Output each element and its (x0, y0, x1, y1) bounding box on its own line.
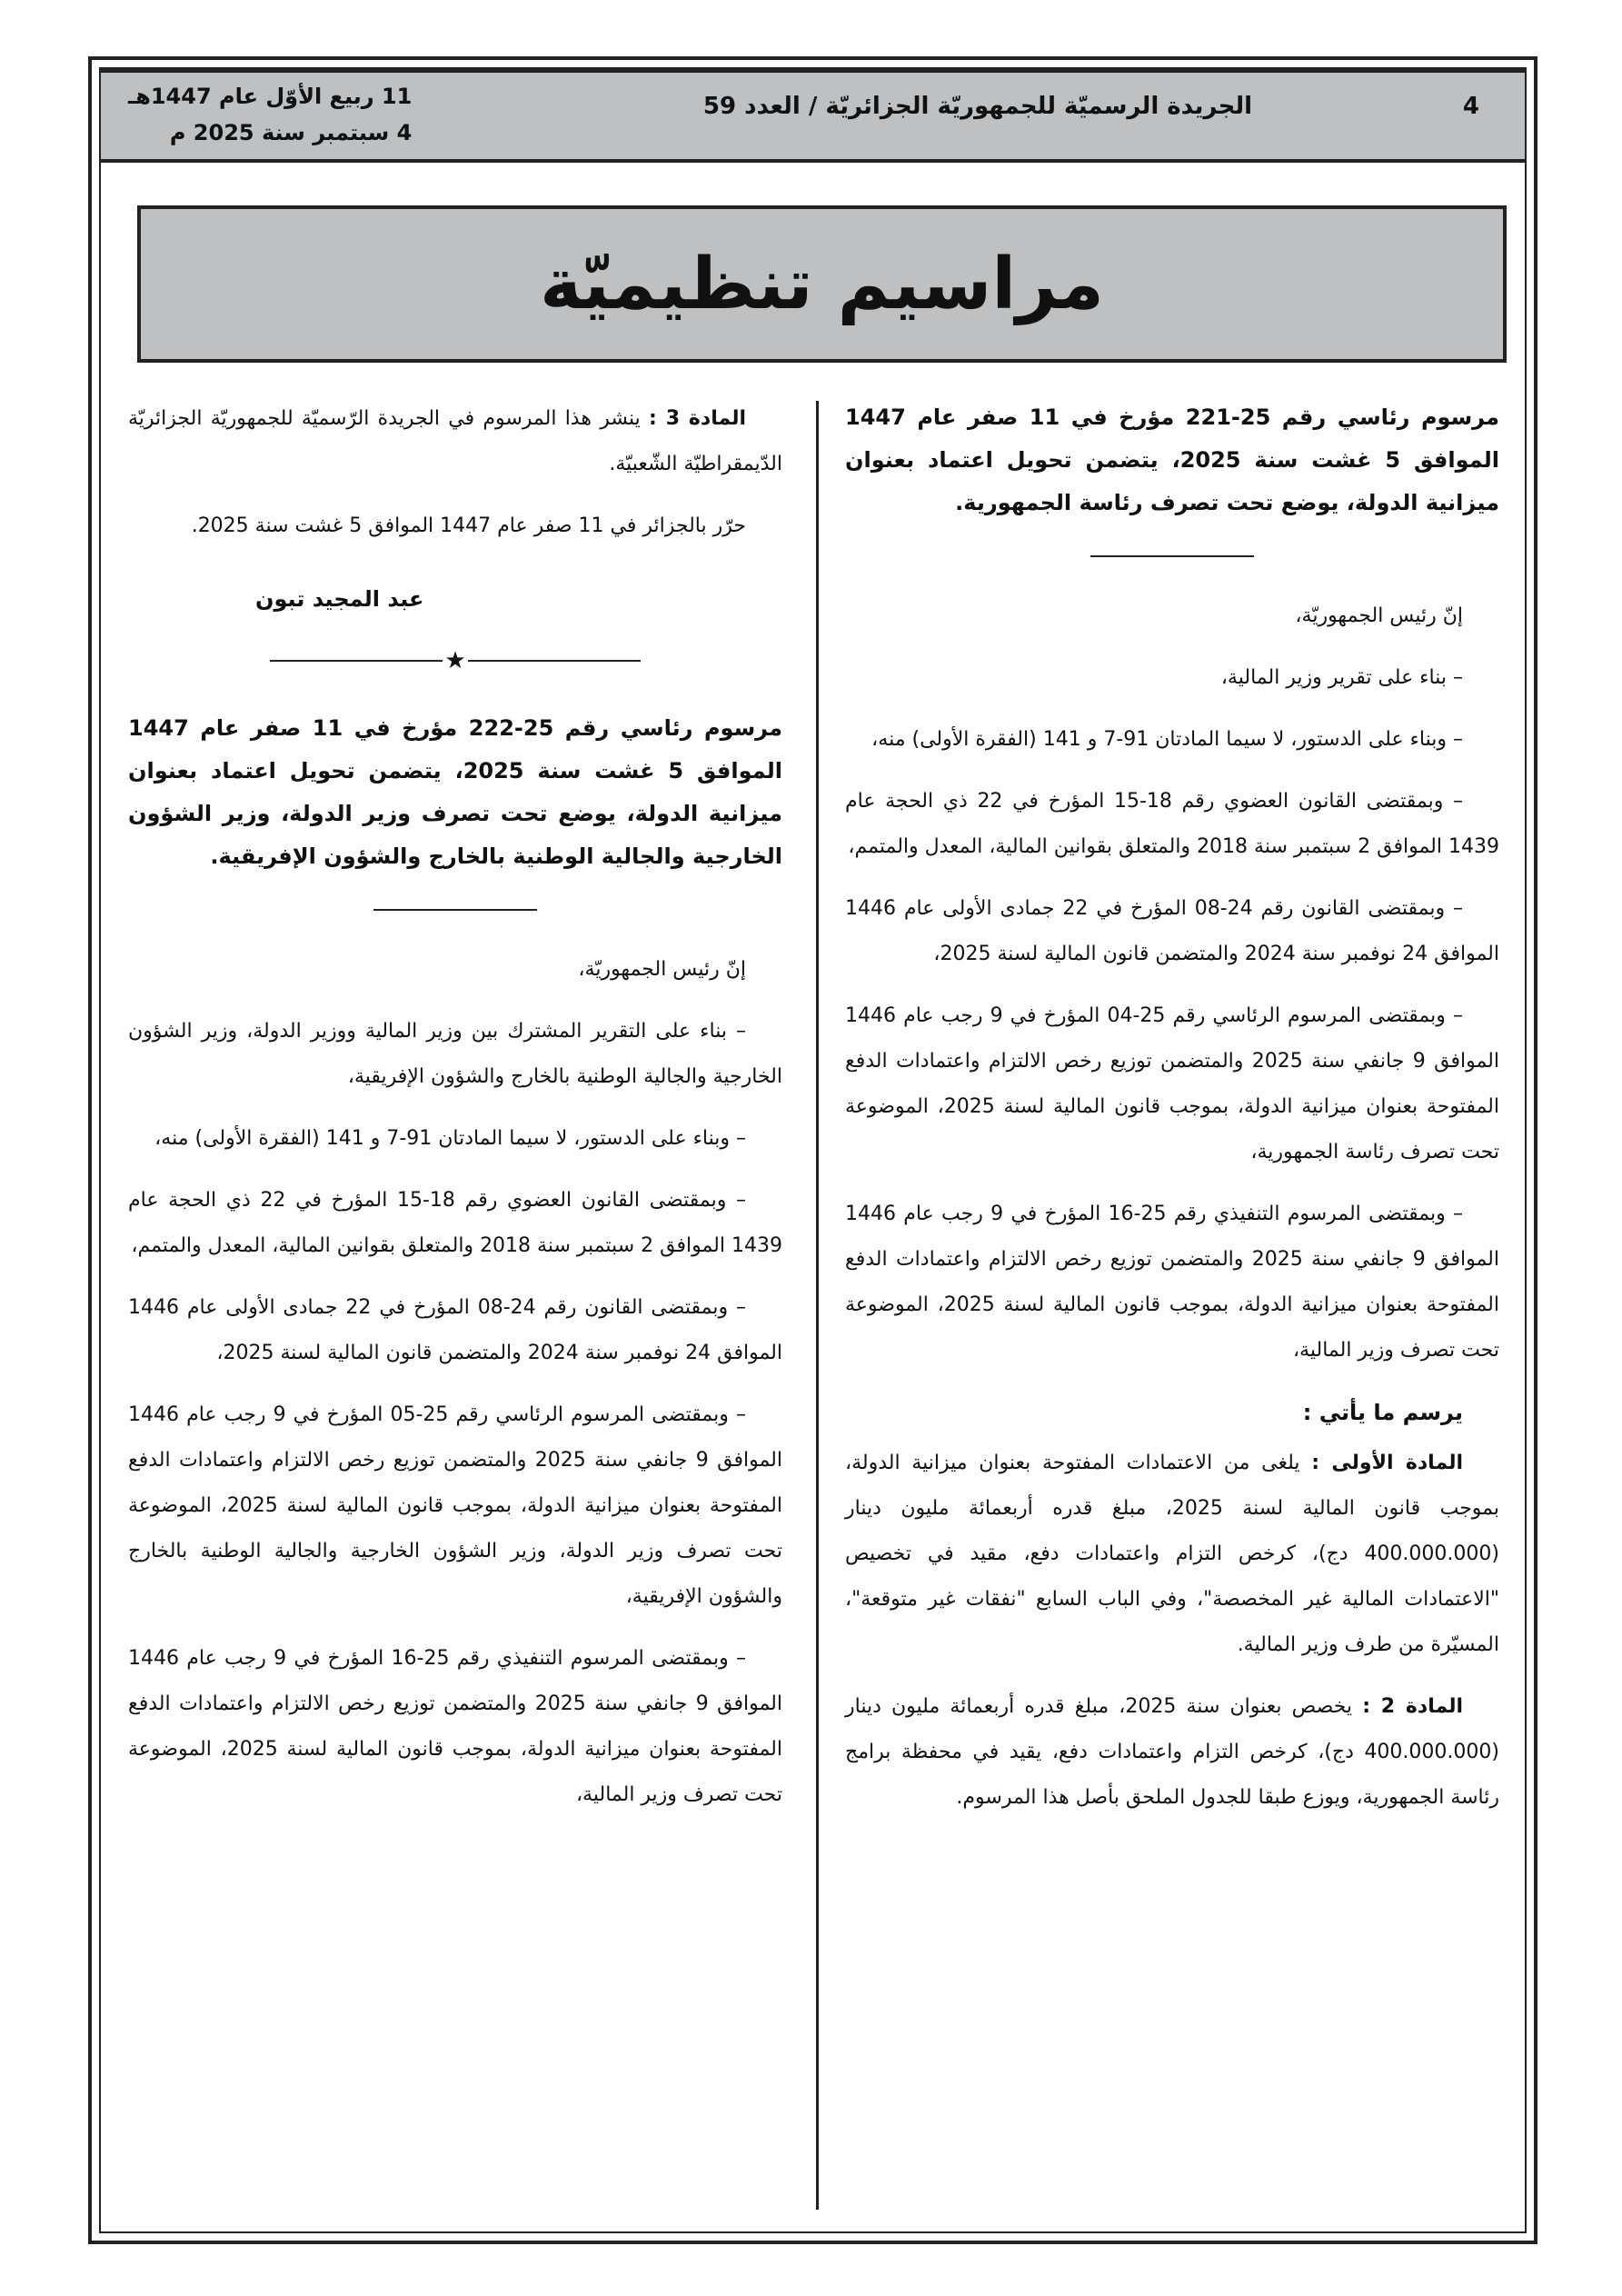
section-title: مراسيم تنظيميّة (540, 243, 1104, 325)
page-inner-frame (99, 67, 1527, 2233)
star-separator (128, 649, 782, 673)
decree2-preamble-intro: إنّ رئيس الجمهوريّة، (578, 958, 746, 981)
left-column (128, 396, 782, 1834)
decree1-article-3 (128, 396, 782, 487)
separator-rule (373, 909, 537, 911)
article-label: المادة الأولى : (1311, 1452, 1463, 1474)
decree2-preamble-item: – وبمقتضى المرسوم التنفيذي رقم 25-16 المؤرخ في 9 رجب عام 1446 الموافق 9 جانفي سنة 2025 والمتضمن توزيع رخص الالتزام واعتمادات الدفع المفتوحة بعنوان ميزانية الدولة، بموجب قانون المالية لسنة 2025، الموضوعة تحت تصرف وزير المالية، (128, 1647, 782, 1806)
page-frame (88, 56, 1537, 2244)
date-gregorian: 4 سبتمبر سنة 2025 م (169, 120, 413, 145)
article-text: يلغى من الاعتمادات المفتوحة بعنوان ميزانية الدولة، بموجب قانون المالية لسنة 2025، مبلغ قدره أربعمائة مليون دينار (400.000.000 دج)، كرخص التزام واعتمادات دفع، مقيد في تخصيص "الاعتمادات المالية غير المخصصة"، وفي الباب السابع "نفقات غير متوقعة"، المسيّرة من طرف وزير المالية. (845, 1452, 1499, 1656)
section-title-box (137, 205, 1507, 363)
decree2-heading: مرسوم رئاسي رقم 25-222 مؤرخ في 11 صفر عام 1447 الموافق 5 غشت سنة 2025، يتضمن تحويل اعتماد بعنوان ميزانية الدولة، يوضع تحت تصرف وزير الدولة، وزير الشؤون الخارجية والجالية الوطنية بالخارج والشؤون الإفريقية. (128, 715, 782, 869)
decree2-preamble-item: – وبمقتضى القانون رقم 24-08 المؤرخ في 22 جمادى الأولى عام 1446 الموافق 24 نوفمبر سنة 2024 والمتضمن قانون المالية لسنة 2025، (128, 1296, 782, 1364)
decree1-preamble-item: – وبمقتضى القانون العضوي رقم 18-15 المؤرخ في 22 ذي الحجة عام 1439 الموافق 2 سبتمبر سنة 2018 والمتعلق بقوانين المالية، المعدل والمتمم، (845, 790, 1499, 858)
decree2-preamble-item: – بناء على التقرير المشترك بين وزير المالية ووزير الدولة، وزير الشؤون الخارجية والجالية الوطنية بالخارج والشؤون الإفريقية، (128, 1020, 782, 1088)
star-icon: ★ (444, 647, 466, 674)
page-number: 4 (1462, 93, 1479, 120)
decree1-preamble-item: – وبمقتضى القانون رقم 24-08 المؤرخ في 22 جمادى الأولى عام 1446 الموافق 24 نوفمبر سنة 2024 والمتضمن قانون المالية لسنة 2025، (845, 897, 1499, 965)
decree1-resolves: يرسم ما يأتي : (1302, 1400, 1463, 1425)
decree1-heading: مرسوم رئاسي رقم 25-221 مؤرخ في 11 صفر عام 1447 الموافق 5 غشت سنة 2025، يتضمن تحويل اعتماد بعنوان ميزانية الدولة، يوضع تحت تصرف رئاسة الجمهورية. (845, 404, 1499, 515)
gazette-header (101, 69, 1525, 163)
right-column (845, 396, 1499, 1837)
column-divider (816, 401, 819, 2210)
decree1-article-1 (845, 1441, 1499, 1668)
separator-rule (1090, 555, 1254, 557)
decree1-signature: عبد المجيد تبون (255, 586, 424, 612)
decree2-preamble-item: – وبمقتضى القانون العضوي رقم 18-15 المؤرخ في 22 ذي الحجة عام 1439 الموافق 2 سبتمبر سنة 2018 والمتعلق بقوانين المالية، المعدل والمتمم، (128, 1189, 782, 1257)
separator-line (468, 660, 641, 662)
article-text: ينشر هذا المرسوم في الجريدة الرّسميّة للجمهوريّة الجزائريّة الدّيمقراطيّة الشّعبيّة. (128, 407, 782, 475)
article-label: المادة 2 : (1362, 1695, 1464, 1718)
decree2-preamble-item: – وبناء على الدستور، لا سيما المادتان 91-7 و 141 (الفقرة الأولى) منه، (154, 1127, 746, 1150)
decree1-done-at: حرّر بالجزائر في 11 صفر عام 1447 الموافق 5 غشت سنة 2025. (191, 514, 746, 537)
decree2-preamble-item: – وبمقتضى المرسوم الرئاسي رقم 25-05 المؤرخ في 9 رجب عام 1446 الموافق 9 جانفي سنة 2025 والمتضمن توزيع رخص الالتزام واعتمادات الدفع المفتوحة بعنوان ميزانية الدولة، بموجب قانون المالية لسنة 2025، الموضوعة تحت تصرف وزير الدولة، وزير الشؤون الخارجية والجالية الوطنية بالخارج والشؤون الإفريقية، (128, 1403, 782, 1608)
issue-date (128, 78, 412, 151)
article-text: يخصص بعنوان سنة 2025، مبلغ قدره أربعمائة مليون دينار (400.000.000 دج)، كرخص التزام واعتمادات دفع، يقيد في محفظة برامج رئاسة الجمهورية، ويوزع طبقا للجدول الملحق بأصل هذا المرسوم. (845, 1695, 1499, 1809)
decree1-article-2 (845, 1684, 1499, 1821)
gazette-title: الجريدة الرسميّة للجمهوريّة الجزائريّة / العدد 59 (702, 93, 1252, 120)
article-label: المادة 3 : (648, 407, 747, 430)
decree1-preamble-item: – وبناء على الدستور، لا سيما المادتان 91-7 و 141 (الفقرة الأولى) منه، (871, 728, 1463, 751)
decree1-preamble-intro: إنّ رئيس الجمهوريّة، (1295, 604, 1463, 627)
separator-line (270, 660, 443, 662)
decree1-preamble-item: – وبمقتضى المرسوم التنفيذي رقم 25-16 المؤرخ في 9 رجب عام 1446 الموافق 9 جانفي سنة 2025 والمتضمن توزيع رخص الالتزام واعتمادات الدفع المفتوحة بعنوان ميزانية الدولة، بموجب قانون المالية لسنة 2025، الموضوعة تحت تصرف وزير المالية، (845, 1203, 1499, 1362)
date-hijri: 11 ربيع الأوّل عام 1447هـ (128, 84, 413, 109)
decree1-preamble-item: – بناء على تقرير وزير المالية، (1220, 666, 1463, 689)
decree1-preamble-item: – وبمقتضى المرسوم الرئاسي رقم 25-04 المؤرخ في 9 رجب عام 1446 الموافق 9 جانفي سنة 2025 والمتضمن توزيع رخص الالتزام واعتمادات الدفع المفتوحة بعنوان ميزانية الدولة، بموجب قانون المالية لسنة 2025، الموضوعة تحت تصرف رئاسة الجمهورية، (845, 1004, 1499, 1163)
